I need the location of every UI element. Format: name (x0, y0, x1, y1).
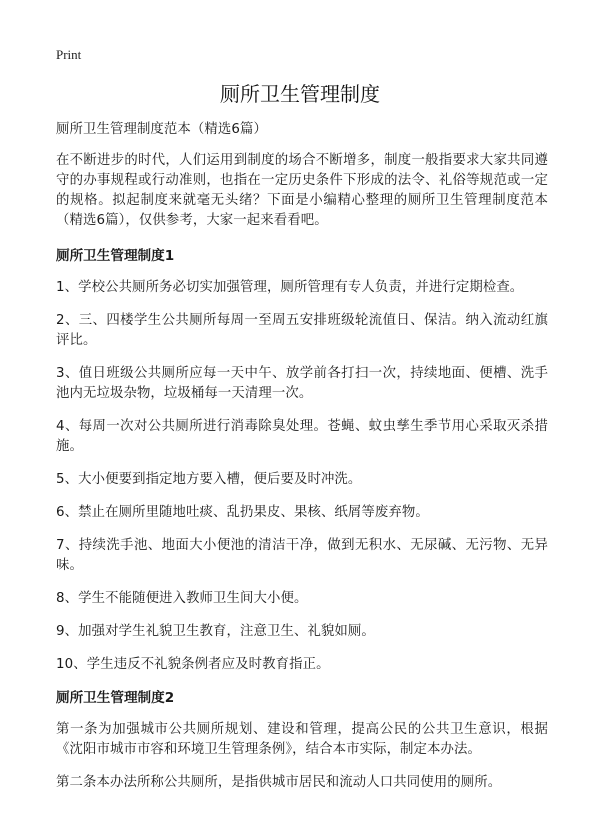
intro-paragraph: 在不断进步的时代，人们运用到制度的场合不断增多，制度一般指要求大家共同遵守的办事规程或行动准则，也指在一定历史条件下形成的法令、礼俗等规范或一定的规格。拟起制度来就毫无头绪？下面是小编精心整理的厕所卫生管理制度范本（精选6篇），仅供参考，大家一起来看看吧。 (56, 153, 548, 228)
list-item: 9、加强对学生礼貌卫生教育，注意卫生、礼貌如厕。 (56, 624, 375, 639)
subtitle: 厕所卫生管理制度范本（精选6篇） (56, 122, 267, 137)
section-heading-1: 厕所卫生管理制度1 (56, 248, 175, 264)
list-item: 5、大小便要到指定地方要入槽，便后要及时冲洗。 (56, 472, 362, 487)
list-item: 1、学校公共厕所务必切实加强管理，厕所管理有专人负责，并进行定期检查。 (56, 280, 524, 295)
article-paragraph: 第一条为加强城市公共厕所规划、建设和管理，提高公民的公共卫生意识，根据《沈阳市城市市容和环境卫生管理条例》，结合本市实际，制定本办法。 (56, 722, 548, 757)
print-link[interactable]: Print (56, 47, 82, 62)
list-item: 4、每周一次对公共厕所进行消毒除臭处理。苍蝇、蚊虫孳生季节用心采取灭杀措施。 (56, 419, 548, 454)
list-item: 3、值日班级公共厕所应每一天中午、放学前各打扫一次，持续地面、便槽、洗手池内无垃圾杂物，垃圾桶每一天清理一次。 (56, 366, 548, 401)
section-heading-2: 厕所卫生管理制度2 (56, 690, 175, 706)
list-item: 7、持续洗手池、地面大小便池的清洁干净，做到无积水、无尿碱、无污物、无异味。 (56, 538, 548, 573)
list-item: 10、学生违反不礼貌条例者应及时教育指正。 (56, 657, 330, 672)
list-item: 2、三、四楼学生公共厕所每周一至周五安排班级轮流值日、保洁。纳入流动红旗评比。 (56, 313, 548, 348)
page-title: 厕所卫生管理制度 (220, 82, 380, 106)
article-paragraph: 第二条本办法所称公共厕所，是指供城市居民和流动人口共同使用的厕所。 (56, 775, 502, 790)
article-body (56, 120, 548, 806)
list-item: 6、禁止在厕所里随地吐痰、乱扔果皮、果核、纸屑等废弃物。 (56, 505, 429, 520)
list-item: 8、学生不能随便进入教师卫生间大小便。 (56, 591, 308, 606)
